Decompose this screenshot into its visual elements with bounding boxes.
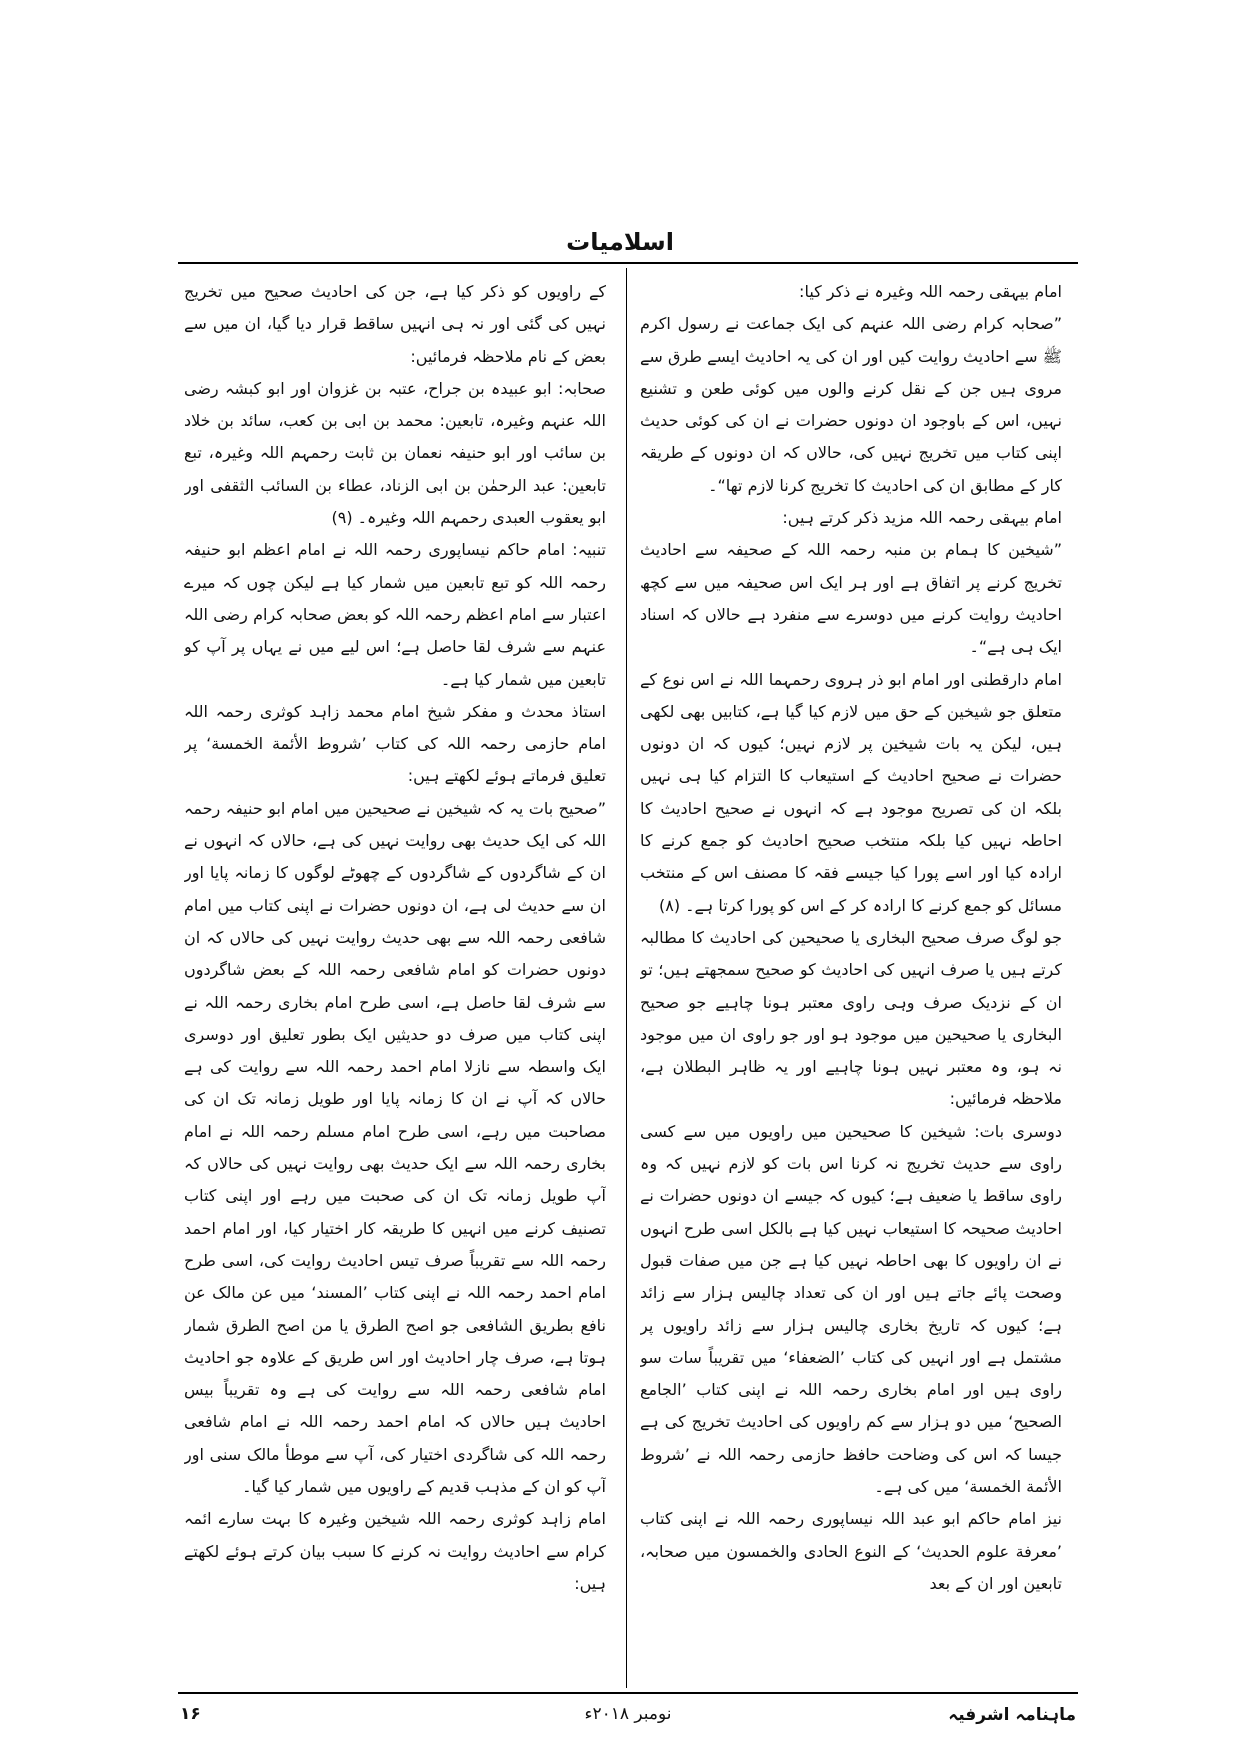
paragraph: دوسری بات: شیخین کا صحیحین میں راویوں میں سے کسی راوی سے حدیث تخریج نہ کرنا اس بات کو لازم نہیں کہ وہ راوی ساقط یا ضعیف ہے؛ کیوں کہ جیسے ان دونوں حضرات نے احادیث صحیحہ کا استیعاب نہیں کیا ہے بالکل اسی طرح انہوں نے ان راویوں کا بھی احاطہ نہیں کیا ہے جن میں صفات قبول وصحت پائے جاتے ہیں اور ان کی تعداد چالیس ہزار سے زائد ہے؛ کیوں کہ تاریخ بخاری چالیس ہزار سے زائد راویوں پر مشتمل ہے اور انہیں کی کتاب ’الضعفاء‘ میں تقریباً سات سو راوی ہیں اور امام بخاری رحمہ اللہ نے اپنی کتاب ’الجامع الصحیح‘ میں دو ہزار سے کم راویوں کی احادیث تخریج کی ہے جیسا کہ اس کی وضاحت حافظ حازمی رحمہ اللہ نے ’شروط الأئمة الخمسة‘ میں کی ہے۔ — [640, 1121, 1062, 1496]
paragraph: ”صحیح بات یہ کہ شیخین نے صحیحین میں امام ابو حنیفہ رحمہ اللہ کی ایک حدیث بھی روایت نہیں کی ہے، حالاں کہ انہوں نے ان کے شاگردوں کے شاگردوں کے چھوٹے لوگوں کا زمانہ پایا اور ان سے حدیث لی ہے، ان دونوں حضرات نے اپنی کتاب میں امام شافعی رحمہ اللہ سے بھی حدیث روایت نہیں کی حالاں کہ ان دونوں حضرات کو امام شافعی رحمہ اللہ کے بعض شاگردوں سے شرف لقا حاصل ہے، اسی طرح امام بخاری رحمہ اللہ نے اپنی کتاب میں صرف دو حدیثیں ایک بطور تعلیق اور دوسری ایک واسطہ سے نازلا امام احمد رحمہ اللہ سے روایت کی ہے حالاں کہ آپ نے ان کا زمانہ پایا اور طویل زمانہ تک ان کی مصاحبت میں رہے، اسی طرح امام مسلم رحمہ اللہ نے امام بخاری رحمہ اللہ سے ایک حدیث بھی روایت نہیں کی حالاں کہ آپ طویل زمانہ تک ان کی صحبت میں رہے اور اپنی کتاب تصنیف کرنے میں انہیں کا طریقہ کار اختیار کیا، اور امام احمد رحمہ اللہ سے تقریباً صرف تیس احادیث روایت کی، اسی طرح امام احمد رحمہ اللہ نے اپنی کتاب ’المسند‘ میں عن مالک عن نافع بطریق الشافعی جو اصح الطرق یا من اصح الطرق شمار ہوتا ہے، صرف چار احادیث اور اس طریق کے علاوہ جو احادیث امام شافعی رحمہ اللہ سے روایت کی ہے وہ تقریباً بیس احادیث ہیں حالاں کہ امام احمد رحمہ اللہ نے امام شافعی رحمہ اللہ کی شاگردی اختیار کی، آپ سے موطأ مالک سنی اور آپ کو ان کے مذہب قدیم کے راویوں میں شمار کیا گیا۔ — [184, 798, 606, 1496]
paragraph: استاذ محدث و مفکر شیخ امام محمد زاہد کوثری رحمہ اللہ امام حازمی رحمہ اللہ کی کتاب ’شروط الأئمة الخمسة‘ پر تعلیق فرماتے ہوئے لکھتے ہیں: — [184, 701, 606, 786]
right-column — [640, 276, 1062, 1686]
footer-rule — [178, 1692, 1078, 1694]
paragraph: ”صحابہ کرام رضی اللہ عنہم کی ایک جماعت نے رسول اکرم ﷺ سے احادیث روایت کیں اور ان کی یہ احادیث ایسے طرق سے مروی ہیں جن کے نقل کرنے والوں میں کوئی طعن و تشنیع نہیں، اس کے باوجود ان دونوں حضرات نے ان کی کوئی حدیث اپنی کتاب میں تخریج نہیں کی، حالاں کہ ان دونوں کے طریقہ کار کے مطابق ان کی احادیث کا تخریج کرنا لازم تھا“۔ — [640, 314, 1062, 495]
paragraph: جو لوگ صرف صحیح البخاری یا صحیحین کی احادیث کا مطالبہ کرتے ہیں یا صرف انہیں کی احادیث کو صحیح سمجھتے ہیں؛ تو ان کے نزدیک صرف وہی راوی معتبر ہونا چاہیے جو صحیح البخاری یا صحیحین میں موجود ہو اور جو راوی ان میں موجود نہ ہو، وہ معتبر نہیں ہونا چاہیے اور یہ ظاہر البطلان ہے، ملاحظہ فرمائیں: — [640, 927, 1062, 1109]
paragraph: امام بیہقی رحمہ اللہ مزید ذکر کرتے ہیں: — [782, 508, 1062, 528]
paragraph: امام بیہقی رحمہ اللہ وغیرہ نے ذکر کیا: — [799, 282, 1062, 301]
issue-date: نومبر ۲۰۱۸ء — [584, 1704, 672, 1724]
paragraph: صحابہ: ابو عبیدہ بن جراح، عتبہ بن غزوان اور ابو کبشہ رضی اللہ عنہم وغیرہ، تابعین: محمد بن ابی بن کعب، سائد بن خلاد بن سائب اور ابو حنیفہ نعمان بن ثابت رحمہم اللہ وغیرہ، تبع تابعین: عبد الرحمٰن بن ابی الزناد، عطاء بن السائب الثقفی اور ابو یعقوب العبدی رحمہم اللہ وغیرہ۔ (۹) — [184, 378, 606, 528]
page-footer — [180, 1700, 1076, 1736]
magazine-name: ماہنامہ اشرفیہ — [948, 1705, 1076, 1725]
paragraph: ”شیخین کا ہمام بن منبہ رحمہ اللہ کے صحیفہ سے احادیث تخریج کرنے پر اتفاق ہے اور ہر ایک اس صحیفہ میں سے کچھ احادیث روایت کرنے میں دوسرے سے منفرد ہے حالاں کہ اسناد ایک ہی ہے“۔ — [640, 540, 1062, 657]
left-column — [184, 276, 606, 1686]
column-divider — [626, 268, 627, 1688]
paragraph: امام دارقطنی اور امام ابو ذر ہروی رحمہما اللہ نے اس نوع کے متعلق جو شیخین کے حق میں لازم کیا گیا ہے، کتابیں بھی لکھی ہیں، لیکن یہ بات شیخین پر لازم نہیں؛ کیوں کہ ان دونوں حضرات نے صحیح احادیث کے استیعاب کا التزام کیا ہی نہیں بلکہ ان کی تصریح موجود ہے کہ انہوں نے صحیح احادیث کا احاطہ نہیں کیا بلکہ منتخب صحیح احادیث کو جمع کرنے کا ارادہ کیا اور اسے پورا کیا جیسے فقہ کا مصنف اس کے منتخب مسائل کو جمع کرنے کا ارادہ کر کے اس کو پورا کرتا ہے۔ (۸) — [640, 669, 1062, 915]
page-header-title: اسلامیات — [566, 228, 674, 256]
header-rule — [178, 262, 1078, 264]
page-number: ۱۶ — [180, 1704, 201, 1724]
paragraph: کے راویوں کو ذکر کیا ہے، جن کی احادیث صحیح میں تخریج نہیں کی گئی اور نہ ہی انہیں ساقط قرار دیا گیا، ان میں سے بعض کے نام ملاحظہ فرمائیں: — [184, 282, 606, 366]
paragraph: امام زاہد کوثری رحمہ اللہ شیخین وغیرہ کا بہت سارے ائمہ کرام سے احادیث روایت نہ کرنے کا سبب بیان کرتے ہوئے لکھتے ہیں: — [184, 1509, 606, 1593]
paragraph: نیز امام حاکم ابو عبد اللہ نیساپوری رحمہ اللہ نے اپنی کتاب ’معرفة علوم الحدیث‘ کے النوع الحادی والخمسون میں صحابہ، تابعین اور ان کے بعد — [640, 1509, 1062, 1593]
paragraph: تنبیہ: امام حاکم نیساپوری رحمہ اللہ نے امام اعظم ابو حنیفہ رحمہ اللہ کو تبع تابعین میں شمار کیا ہے لیکن چوں کہ میرے اعتبار سے امام اعظم رحمہ اللہ کو بعض صحابہ کرام رضی اللہ عنہم سے شرف لقا حاصل ہے؛ اس لیے میں نے یہاں پر آپ کو تابعین میں شمار کیا ہے۔ — [184, 540, 606, 689]
